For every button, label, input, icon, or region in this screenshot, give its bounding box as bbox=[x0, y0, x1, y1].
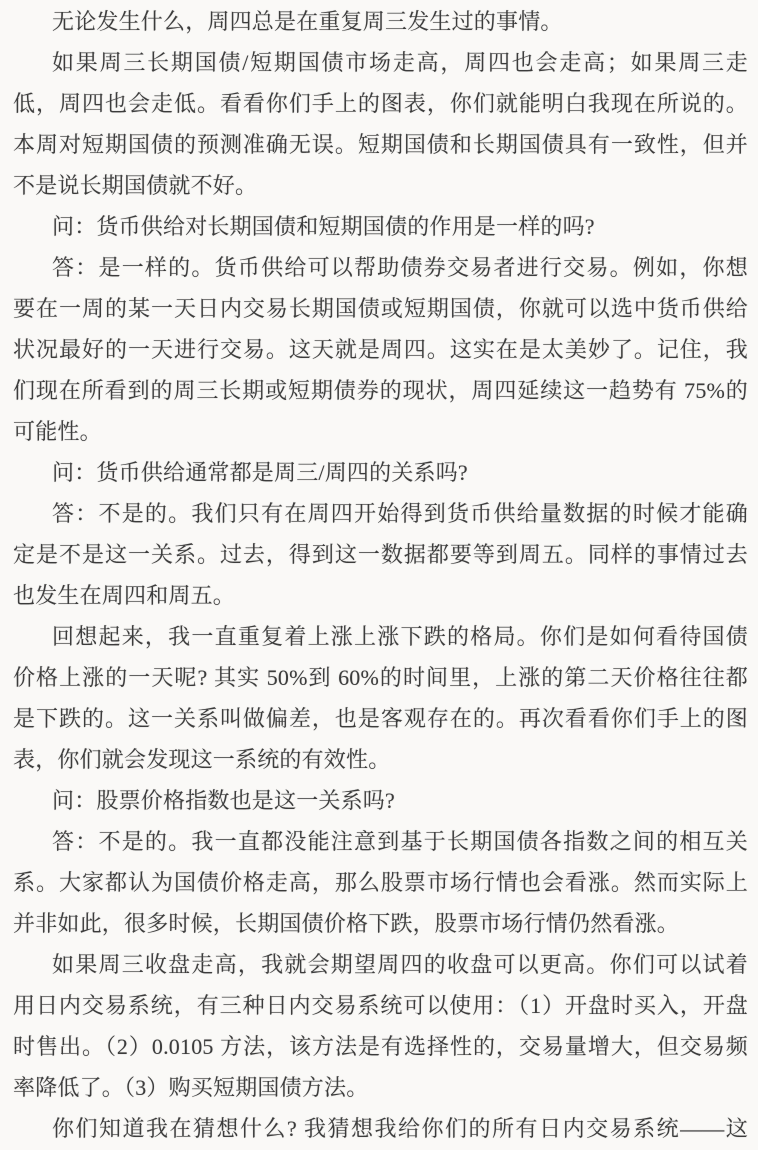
text-line: 问：股票价格指数也是这一关系吗? bbox=[52, 788, 395, 813]
text-line: 如果周三长期国债/短期国债市场走高，周四也会走高；如果周三走 bbox=[52, 50, 748, 75]
text-line: 并非如此，很多时候，长期国债价格下跌，股票市场行情仍然看涨。 bbox=[13, 911, 680, 936]
text-line: 是下跌的。这一关系叫做偏差，也是客观存在的。再次看看你们手上的图 bbox=[13, 706, 748, 731]
text-line: 表，你们就会发现这一系统的有效性。 bbox=[13, 747, 391, 772]
text-line: 答：是一样的。货币供给可以帮助债券交易者进行交易。例如，你想 bbox=[52, 255, 748, 280]
text-line: 不是说长期国债就不好。 bbox=[13, 173, 258, 198]
text-line: 系。大家都认为国债价格走高，那么股票市场行情也会看涨。然而实际上 bbox=[13, 870, 748, 895]
text-line: 可能性。 bbox=[13, 419, 102, 444]
text-line: 答：不是的。我们只有在周四开始得到货币供给量数据的时候才能确 bbox=[52, 501, 748, 526]
text-line: 要在一周的某一天日内交易长期国债或短期国债，你就可以选中货币供给 bbox=[13, 296, 748, 321]
text-line: 率降低了。（3）购买短期国债方法。 bbox=[13, 1075, 369, 1100]
text-line: 你们知道我在猜想什么? 我猜想我给你们的所有日内交易系统——这 bbox=[52, 1116, 748, 1141]
text-line: 问：货币供给对长期国债和短期国债的作用是一样的吗? bbox=[52, 214, 595, 239]
text-line: 低，周四也会走低。看看你们手上的图表，你们就能明白我现在所说的。 bbox=[13, 91, 748, 116]
text-line: 问：货币供给通常都是周三/周四的关系吗? bbox=[52, 460, 468, 485]
text-line: 也发生在周四和周五。 bbox=[13, 583, 236, 608]
text-line: 用日内交易系统，有三种日内交易系统可以使用：（1）开盘时买入，开盘 bbox=[13, 993, 748, 1018]
text-line: 们现在所看到的周三长期或短期债券的现状，周四延续这一趋势有 75%的 bbox=[13, 378, 748, 403]
text-line: 如果周三收盘走高，我就会期望周四的收盘可以更高。你们可以试着 bbox=[52, 952, 748, 977]
text-column bbox=[13, 1, 748, 1149]
text-line: 无论发生什么，周四总是在重复周三发生过的事情。 bbox=[52, 9, 563, 34]
text-line: 回想起来，我一直重复着上涨上涨下跌的格局。你们是如何看待国债 bbox=[52, 624, 748, 649]
text-line: 时售出。（2）0.0105 方法，该方法是有选择性的，交易量增大，但交易频 bbox=[13, 1034, 748, 1059]
text-line: 定是不是这一关系。过去，得到这一数据都要等到周五。同样的事情过去 bbox=[13, 542, 748, 567]
text-line: 状况最好的一天进行交易。这天就是周四。这实在是太美妙了。记住，我 bbox=[13, 337, 748, 362]
text-line: 价格上涨的一天呢? 其实 50%到 60%的时间里，上涨的第二天价格往往都 bbox=[13, 665, 748, 690]
text-line: 本周对短期国债的预测准确无误。短期国债和长期国债具有一致性，但并 bbox=[13, 132, 748, 157]
text-line: 答：不是的。我一直都没能注意到基于长期国债各指数之间的相互关 bbox=[52, 829, 748, 854]
